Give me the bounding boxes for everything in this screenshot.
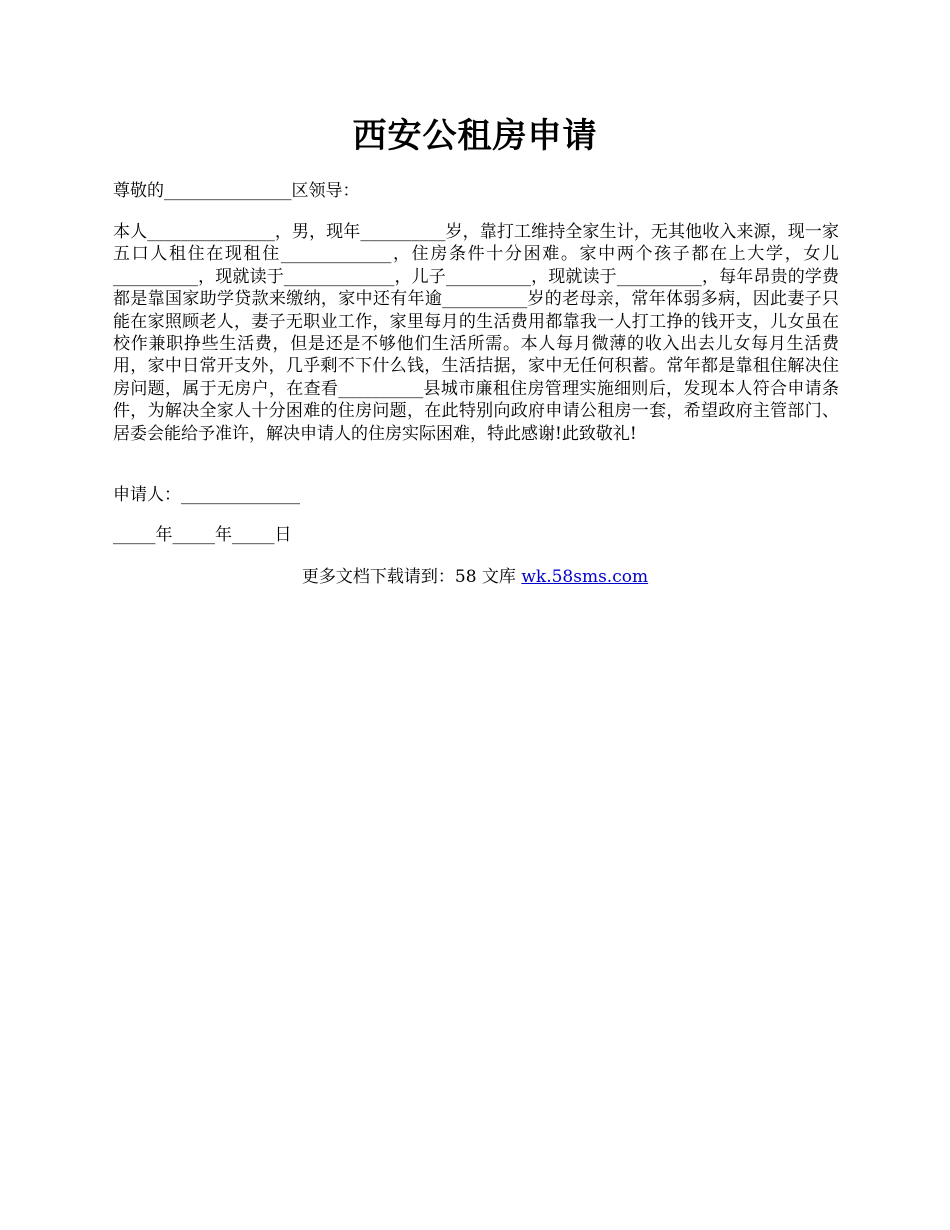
footer-site-link[interactable]: wk.58sms.com bbox=[521, 567, 649, 587]
body-paragraph: 本人_______________，男，现年__________岁，靠打工维持全家生计，无其他收入来源，现一家五口人租住在现租住_____________，住房条件十分困难。家中两个孩子都在上大学，女儿__________，现就读于_____________，儿子__________，现就读于__________，每年昂贵的学费都是靠国家助学贷款来缴纳，家中还有年逾__________岁的老母亲，常年体弱多病，因此妻子只能在家照顾老人，妻子无职业工作，家里每月的生活费用都靠我一人打工挣的钱开支，儿女虽在校作兼职挣些生活费，但是还是不够他们生活所需。本人每月微薄的收入出去儿女每月生活费用，家中日常开支外，几乎剩不下什么钱，生活拮据，家中无任何积蓄。常年都是靠租住解决住房问题，属于无房户，在查看__________县城市廉租住房管理实施细则后，发现本人符合申请条件，为解决全家人十分困难的住房问题，在此特别向政府申请公租房一套，希望政府主管部门、居委会能给予准许，解决申请人的住房实际困难，特此感谢!此致敬礼! bbox=[113, 222, 839, 444]
salutation-line: 尊敬的_______________区领导： bbox=[113, 181, 360, 201]
document-title: 西安公租房申请 bbox=[352, 116, 598, 156]
footer-prefix-text: 更多文档下载请到：58 文库 bbox=[301, 567, 522, 587]
applicant-signature-line: 申请人：______________ bbox=[113, 485, 300, 505]
footer-download-note bbox=[0, 566, 950, 588]
date-line: _____年_____年_____日 bbox=[113, 525, 292, 545]
